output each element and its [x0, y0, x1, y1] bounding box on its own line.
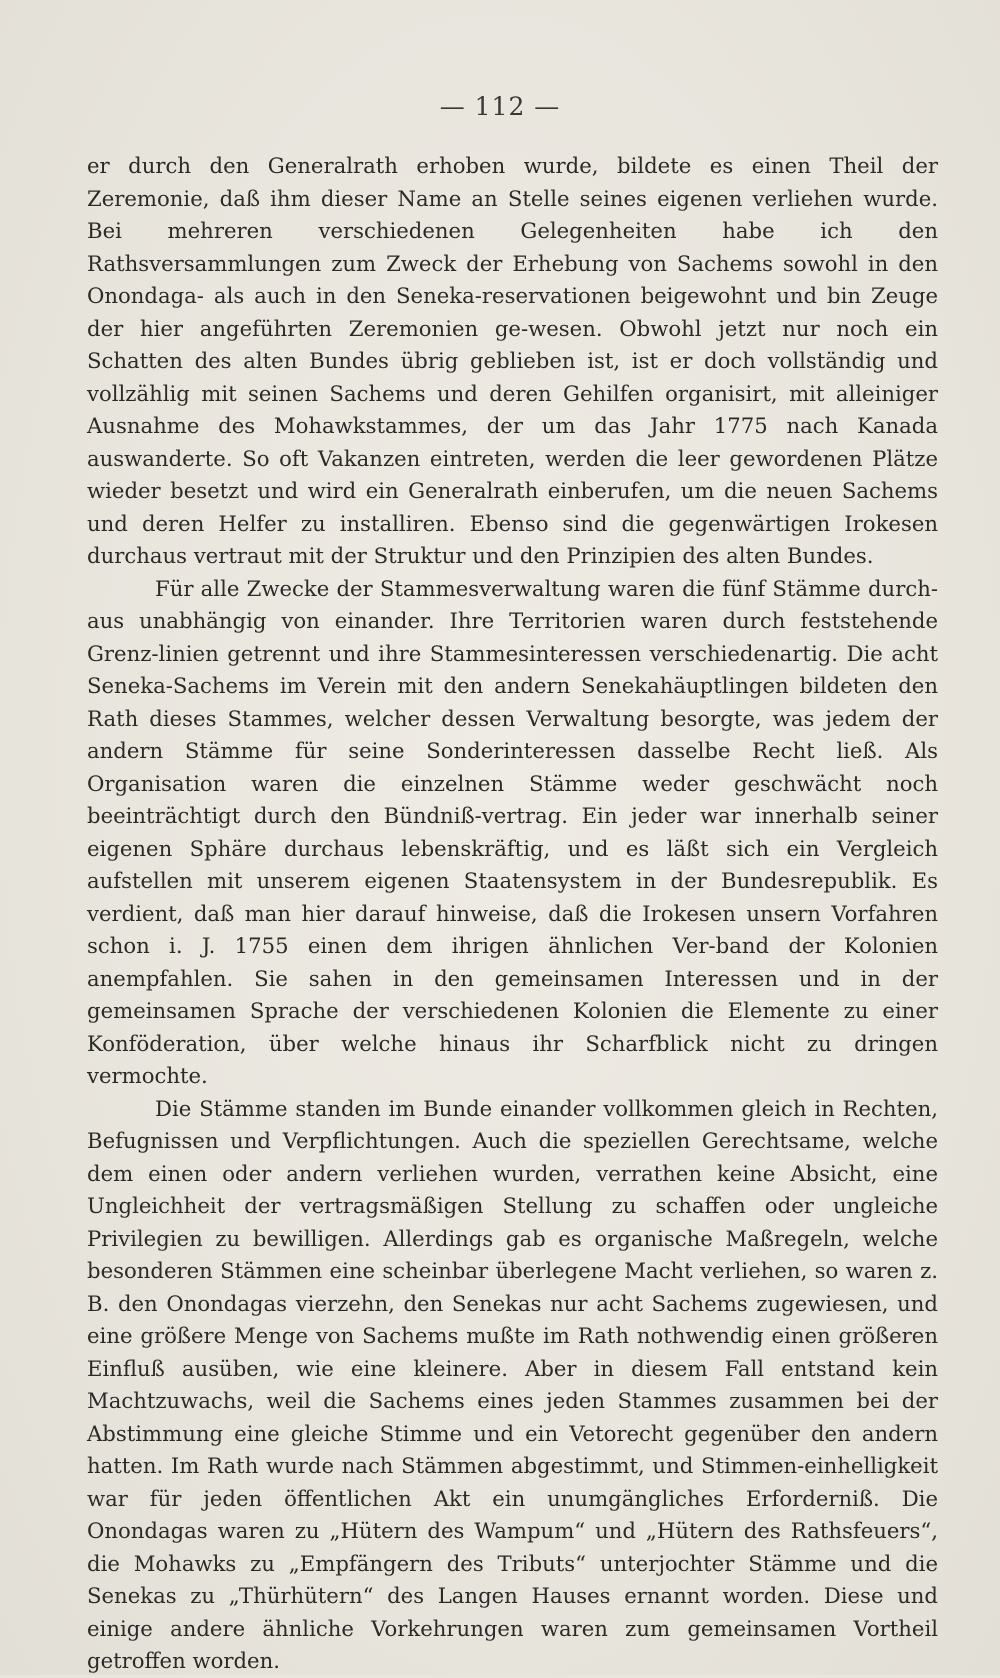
body-text: [87, 150, 938, 1678]
paragraph-3: Die Stämme standen im Bunde einander vollkommen gleich in Rechten, Befugnissen und Verpflichtungen. Auch die speziellen Gerechtsame, welche dem einen oder andern verliehen wurden, verrathen keine Absicht, eine Ungleichheit der vertragsmäßigen Stellung zu schaffen oder ungleiche Privilegien zu bewilligen. Allerdings gab es organische Maßregeln, welche besonderen Stämmen eine scheinbar überlegene Macht verliehen, so waren z. B. den Onondagas vierzehn, den Senekas nur acht Sachems zugewiesen, und eine größere Menge von Sachems mußte im Rath nothwendig einen größeren Einfluß ausüben, wie eine kleinere. Aber in diesem Fall entstand kein Machtzuwachs, weil die Sachems eines jeden Stammes zusammen bei der Abstimmung eine gleiche Stimme und ein Vetorecht gegenüber den andern hatten. Im Rath wurde nach Stämmen abgestimmt, und Stimmen-einhelligkeit war für jeden öffentlichen Akt ein unumgängliches Erforderniß. Die Onondagas waren zu „Hütern des Wampum“ und „Hütern des Rathsfeuers“, die Mohawks zu „Empfängern des Tributs“ unterjochter Stämme und die Senekas zu „Thürhütern“ des Langen Hauses ernannt worden. Diese und einige andere ähnliche Vorkehrungen waren zum gemeinsamen Vortheil getroffen worden.: [87, 1095, 938, 1673]
paragraph-1: er durch den Generalrath erhoben wurde, bildete es einen Theil der Zeremonie, daß ihm dieser Name an Stelle seines eigenen verliehen wurde. Bei mehreren verschiedenen Gelegenheiten habe ich den Rathsversammlungen zum Zweck der Erhebung von Sachems sowohl in den Onondaga- als auch in den Seneka-reservationen beigewohnt und bin Zeuge der hier angeführten Zeremonien ge-wesen. Obwohl jetzt nur noch ein Schatten des alten Bundes übrig geblieben ist, ist er doch vollständig und vollzählig mit seinen Sachems und deren Gehilfen organisirt, mit alleiniger Ausnahme des Mohawkstammes, der um das Jahr 1775 nach Kanada auswanderte. So oft Vakanzen eintreten, werden die leer gewordenen Plätze wieder besetzt und wird ein Generalrath einberufen, um die neuen Sachems und deren Helfer zu installiren. Ebenso sind die gegenwärtigen Irokesen durchaus vertraut mit der Struktur und den Prinzipien des alten Bundes.: [87, 153, 938, 568]
page-number: — 112 —: [439, 92, 561, 121]
paragraph-2: Für alle Zwecke der Stammesverwaltung waren die fünf Stämme durch-aus unabhängig von einander. Ihre Territorien waren durch feststehende Grenz-linien getrennt und ihre Stammesinteressen verschiedenartig. Die acht Seneka-Sachems im Verein mit den andern Senekahäuptlingen bildeten den Rath dieses Stammes, welcher dessen Verwaltung besorgte, was jedem der andern Stämme für seine Sonderinteressen dasselbe Recht ließ. Als Organisation waren die einzelnen Stämme weder geschwächt noch beeinträchtigt durch den Bündniß-vertrag. Ein jeder war innerhalb seiner eigenen Sphäre durchaus lebenskräftig, und es läßt sich ein Vergleich aufstellen mit unserem eigenen Staatensystem in der Bundesrepublik. Es verdient, daß man hier darauf hinweise, daß die Irokesen unsern Vorfahren schon i. J. 1755 einen dem ihrigen ähnlichen Ver-band der Kolonien anempfahlen. Sie sahen in den gemeinsamen Interessen und in der gemeinsamen Sprache der verschiedenen Kolonien die Elemente zu einer Konföderation, über welche hinaus ihr Scharfblick nicht zu dringen vermochte.: [87, 575, 938, 1088]
